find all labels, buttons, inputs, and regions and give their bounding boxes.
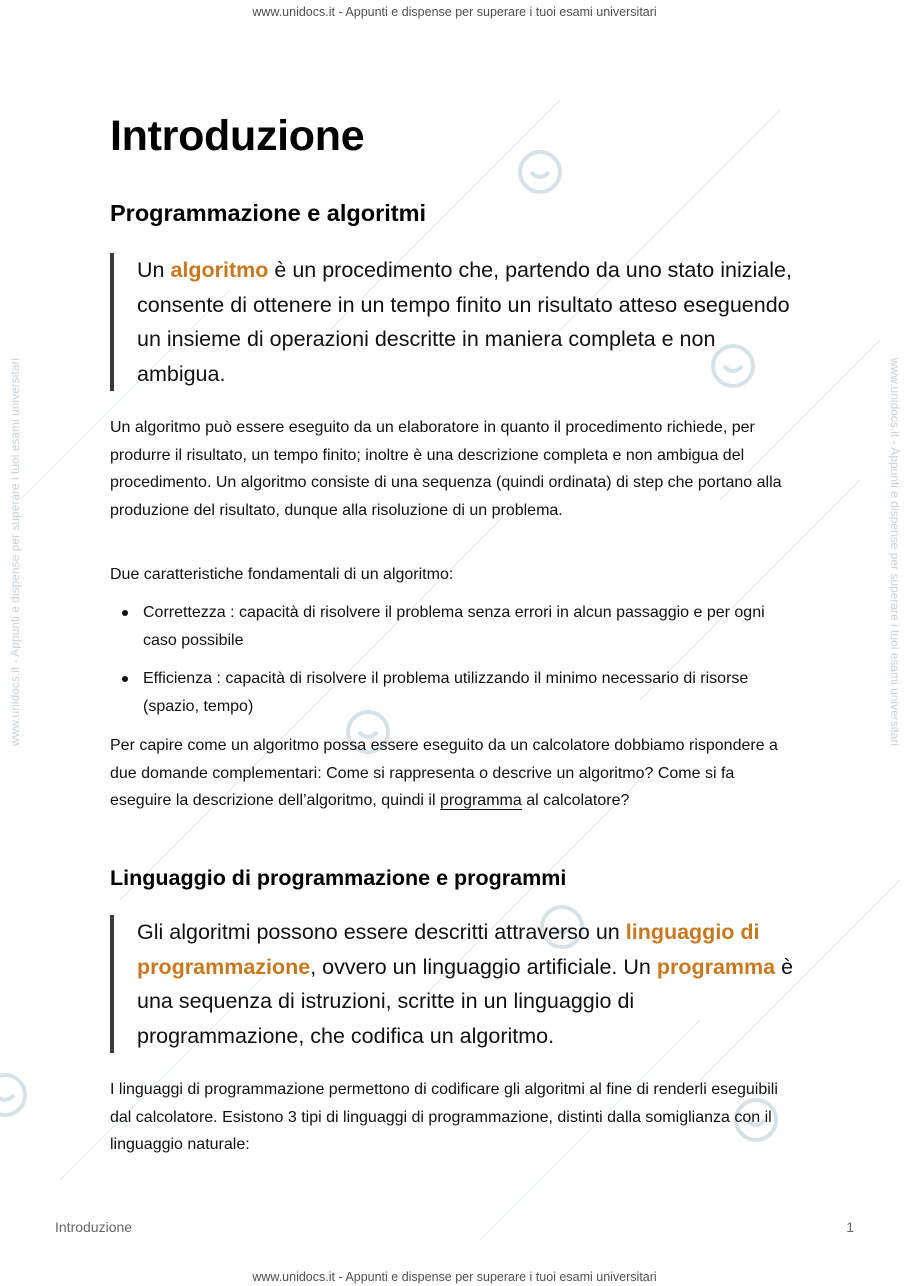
quote-text: Gli algoritmi possono essere descritti attraverso un: [137, 920, 626, 944]
bullet-list: [143, 665, 800, 720]
definition-quote-algoritmo: [110, 253, 800, 391]
highlighted-term: algoritmo: [170, 258, 269, 282]
quote-text: Un: [137, 258, 171, 282]
paragraph: Un algoritmo può essere eseguito da un elaboratore in quanto il procedimento richiede, per produrre il risultato, un tempo finito; inoltre è una descrizione completa e non ambigua del procedimento. Un algoritmo consiste di una sequenza (quindi ordinata) di step che portano alla produzione del risultato, dunque alla risoluzione di un problema.: [110, 419, 782, 519]
programma-link[interactable]: programma: [439, 792, 522, 809]
paragraph: I linguaggi di programmazione permettono di codificare gli algoritmi al fine di renderli eseguibili dal calcolatore. Esistono 3 tipi di linguaggi di programmazione, distinti dalla somiglianza con il linguaggio naturale:: [110, 1081, 778, 1153]
page-number: 1: [846, 1219, 854, 1235]
paragraph-text: al calcolatore?: [521, 792, 630, 809]
highlighted-term: linguaggio di programmazione: [137, 920, 760, 979]
paragraph-text: Per capire come un algoritmo possa essere eseguito da un calcolatore dobbiamo rispondere a due domande complementari: Come si rappresenta o descrive un algoritmo? Come si fa eseguire la descrizione dell’algoritmo, quindi il: [110, 737, 778, 809]
highlighted-term: programma: [656, 954, 776, 979]
watermark-side-left: www.unidocs.it - Appunti e dispense per superare i tuoi esami universitari: [8, 357, 22, 747]
quote-text: , ovvero un linguaggio artificiale. Un: [310, 954, 657, 979]
section-heading-linguaggio: Linguaggio di programmazione e programmi: [110, 866, 567, 890]
list-item: Efficienza : capacità di risolvere il problema utilizzando il minimo necessario di risorse (spazio, tempo): [143, 665, 800, 720]
bullet-list: [143, 599, 800, 654]
definition-quote-linguaggio: [110, 915, 800, 1053]
footer-section-label: Introduzione: [55, 1219, 133, 1235]
section-heading-programmazione: Programmazione e algoritmi: [110, 200, 427, 226]
page-title: Introduzione: [110, 112, 365, 160]
paragraph: [110, 732, 800, 815]
watermark-footer: www.unidocs.it - Appunti e dispense per superare i tuoi esami universitari: [252, 1270, 657, 1284]
quote-text: è una sequenza di istruzioni, scritte in un linguaggio di programmazione, che codifica un algoritmo.: [137, 954, 794, 1048]
paragraph: Due caratteristiche fondamentali di un algoritmo:: [110, 566, 454, 583]
watermark-side-right: www.unidocs.it - Appunti e dispense per superare i tuoi esami universitari: [888, 357, 902, 747]
watermark-header: www.unidocs.it - Appunti e dispense per superare i tuoi esami universitari: [252, 5, 657, 19]
list-item: Correttezza : capacità di risolvere il problema senza errori in alcun passaggio e per ogni caso possibile: [143, 599, 800, 654]
quote-text: è un procedimento che, partendo da uno stato iniziale, consente di ottenere in un tempo finito un risultato atteso eseguendo un insieme di operazioni descritte in maniera completa e non ambigua.: [137, 258, 792, 386]
